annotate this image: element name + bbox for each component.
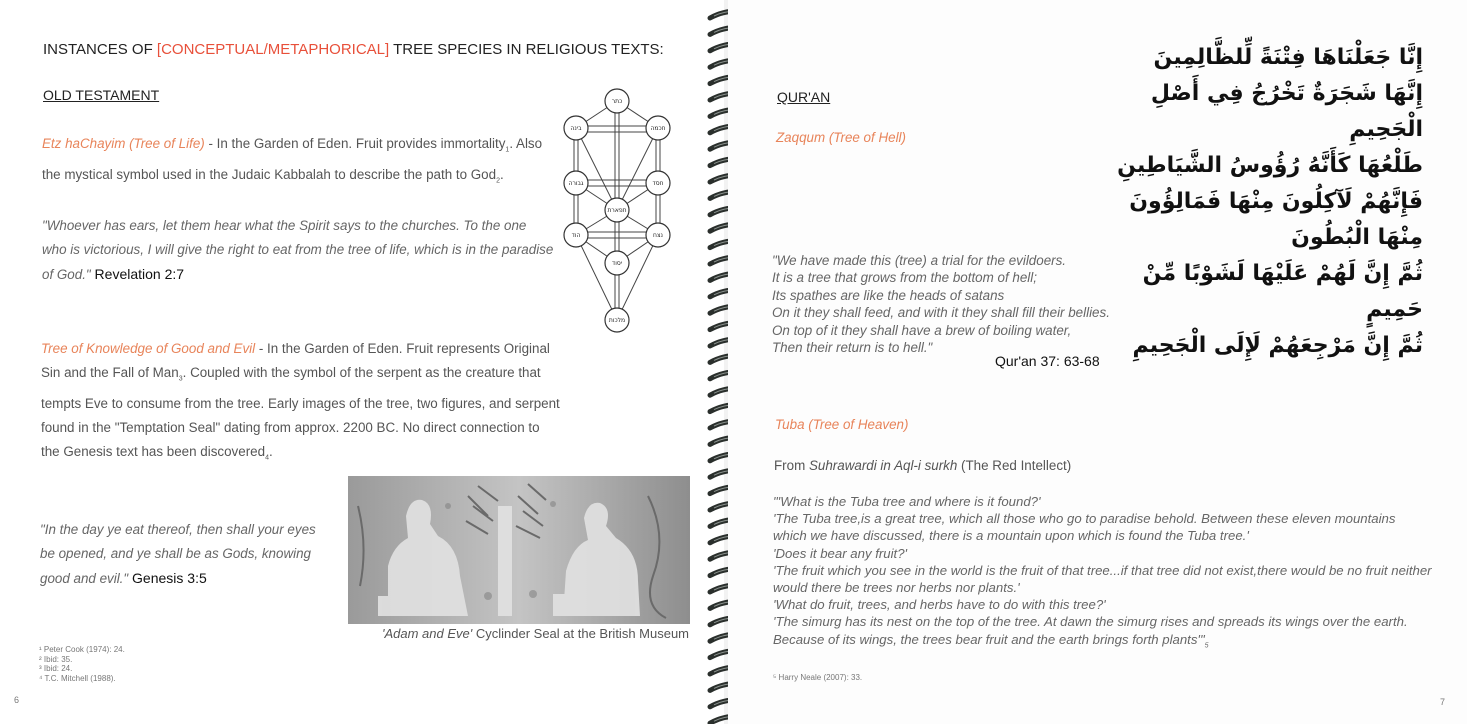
tree-of-life-diagram (552, 88, 682, 333)
seal-caption: 'Adam and Eve' Cyclinder Seal at the British Museum (382, 626, 690, 641)
quran-reference: Qur'an 37: 63-68 (995, 353, 1100, 369)
revelation-quote: "Whoever has ears, let them hear what the Spirit says to the churches. To the one who is victorious, I will give the right to eat from the tree of life, which is in the paradise of God." Revelation 2:7 (42, 218, 554, 282)
section-old-testament: OLD TESTAMENT (43, 87, 160, 103)
sefira-label: חכמה (650, 125, 666, 132)
page-title: INSTANCES OF [CONCEPTUAL/METAPHORICAL] TREE SPECIES IN RELIGIOUS TEXTS: (43, 41, 664, 58)
zaqqum-title: Zaqqum (Tree of Hell) (776, 130, 906, 145)
arabic-verses: إِنَّا جَعَلْنَاهَا فِتْنَةً لِّلظَّالِمِينَ إِنَّهَا شَجَرَةٌ تَخْرُجُ فِي أَصْلِ الْجَحِيمِ طَلْعُهَا كَأَنَّهُ رُؤُوسُ الشَّيَاطِينِ فَإِنَّهُمْ لَآكِلُونَ مِنْهَا فَمَالِؤُونَ مِنْهَا الْبُطُونَ ثُمَّ إِنَّ لَهُمْ عَلَيْهَا لَشَوْبًا مِّنْ حَمِيمٍ ثُمَّ إِنَّ مَرْجِعَهُمْ لَإِلَى الْجَحِيمِ (1117, 45, 1423, 358)
footnotes: ¹ Peter Cook (1974): 24. ² Ibid: 35. ³ Ibid: 24. ⁴ T.C. Mitchell (1988). (39, 645, 125, 683)
quran-quote: "We have made this (tree) a trial for the evildoers. It is a tree that grows from the bottom of hell; Its spathes are like the heads of satans On it they shall feed, and with it they shall fill their bellies. On top of it they shall have a brew of boiling water, Then their return is to hell." (772, 253, 1110, 356)
sefira-label: גבורה (568, 180, 584, 187)
page-number: 7 (1440, 697, 1446, 707)
sefira-label: כתר (611, 98, 623, 105)
tuba-title: Tuba (Tree of Heaven) (775, 417, 909, 432)
right-page (728, 0, 1467, 724)
sefira-label: חסד (652, 180, 664, 187)
left-page (0, 0, 712, 724)
sefira-label: יסוד (611, 260, 623, 267)
sefira-label: תפארת (607, 207, 627, 214)
footnote: ⁵ Harry Neale (2007): 33. (773, 673, 863, 682)
genesis-quote: "In the day ye eat thereof, then shall your eyes be opened, and ye shall be as Gods, knowing good and evil." Genesis 3:5 (40, 522, 316, 586)
tuba-dialogue: "'What is the Tuba tree and where is it found?' 'The Tuba tree,is a great tree, which all those who go to paradise behold. Between these eleven mountains which we have discussed, there is a mountain upon which is found the Tuba tree.' 'Does it bear any fruit?' 'The fruit which you see in the world is the fruit of that tree...if that tree did not exist,there would be no fruit neither would there be trees nor herbs nor plants.' 'What do fruit, trees, and herbs have to do with this tree?' 'The simurg has its nest on the top of the tree. At dawn the simurg rises and spreads its wings over the earth. Because of its wings, the trees bear fruit and the earth brings forth $plants'"_5$ (773, 494, 1432, 650)
page-number: 6 (14, 695, 20, 705)
tree-of-knowledge-paragraph: Tree of Knowledge of Good and Evil - In the Garden of Eden. Fruit represents Original Sin and the Fall of Man$_3$. Coupled with the symbol of the serpent as the creature that tempts Eve to consume from the tree. Early images of the tree, two figures, and serpent found in the "Temptation Seal" dating from approx. 2200 BC. No direct connection to the Genesis text has been discovered$_4$. (41, 341, 560, 462)
sefira-label: נצח (653, 232, 663, 239)
tuba-source: From Suhrawardi in Aql-i surkh (The Red Intellect) (774, 458, 1072, 473)
sefira-label: הוד (571, 232, 581, 239)
sefira-label: בינה (570, 125, 582, 132)
cylinder-seal-image (348, 476, 690, 624)
etz-hachayim-paragraph: Etz haChayim (Tree of Life) - In the Garden of Eden. Fruit provides immortality$_1$. Also the mystical symbol used in the Judaic Kabbalah to describe the path to God$_2$. (42, 136, 543, 185)
section-quran: QUR'AN (777, 89, 831, 105)
sefira-label: מלכות (608, 317, 626, 324)
